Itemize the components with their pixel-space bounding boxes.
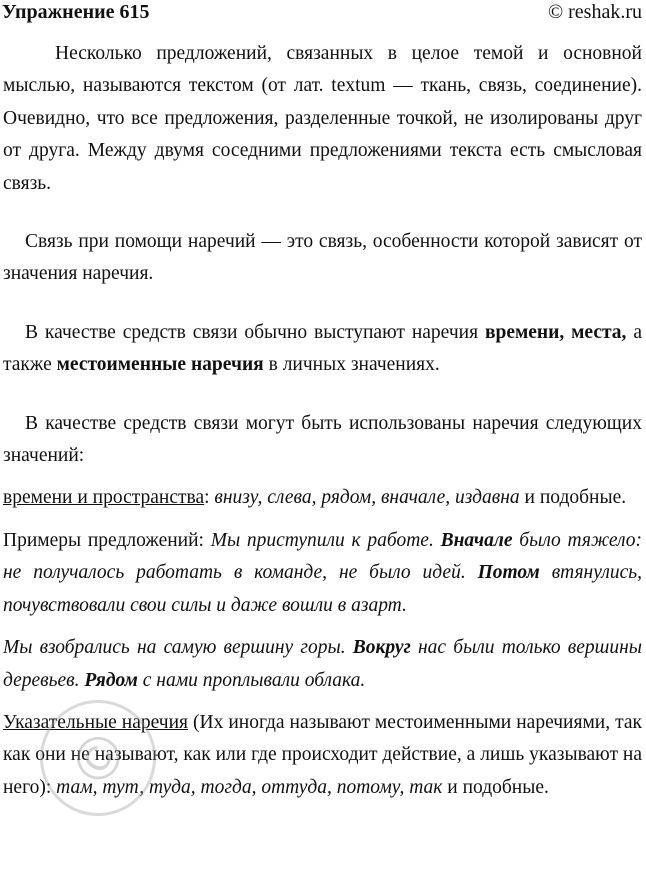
paragraph-examples-2 xyxy=(3,632,642,697)
paragraph-examples-1 xyxy=(3,525,642,622)
italic-text: с нами проплывали облака. xyxy=(137,669,366,691)
bold-italic-text: Вокруг xyxy=(352,637,411,659)
text: а также xyxy=(3,321,642,376)
exercise-text xyxy=(0,38,646,804)
underlined-term: Указательные наречия xyxy=(3,711,188,733)
bold-text: времени, места, xyxy=(484,321,627,343)
text: Примеры предложений: xyxy=(3,529,211,551)
paragraph-adverb-link: Связь при помощи наречий — это связь, особенности которой зависят от значения наречия. xyxy=(3,231,642,285)
bold-italic-text: Рядом xyxy=(84,669,138,691)
italic-examples: там, тут, туда, тогда, оттуда, потому, так xyxy=(56,776,443,798)
paragraph-demonstrative xyxy=(3,707,642,804)
bold-italic-text: Потом xyxy=(477,562,540,584)
text: : xyxy=(204,487,215,509)
italic-text: Мы взобрались на самую вершину горы. xyxy=(3,637,353,659)
text: (Их иногда называют местоименными наречиями, так как они не называют, как или где происходит действие, а лишь указывают на него): xyxy=(3,711,642,798)
italic-text: было тяжело: не получалось работать в команде, не было идей. xyxy=(3,529,642,584)
paragraph-intro: Несколько предложений, связанных в целое темой и основной мыслью, называются текстом (от лат. textum — ткань, связь, соединение). Очевидно, что все предложения, разделенные точкой, не изолированы друг от друга. Между двумя соседними предложениями текста есть смысловая связь. xyxy=(3,43,642,194)
text: и подобные. xyxy=(519,487,627,509)
source-label: © reshak.ru xyxy=(547,1,642,23)
header xyxy=(0,0,646,26)
bold-italic-text: Вначале xyxy=(440,529,513,551)
text: В качестве средств связи обычно выступают наречия xyxy=(25,321,485,343)
text: в личных значениях. xyxy=(263,354,440,376)
italic-text: нас были только вершины деревьев. xyxy=(3,637,642,691)
italic-text: Мы приступили к работе. xyxy=(210,529,441,551)
bold-text: местоименные наречия xyxy=(56,354,264,376)
underlined-term: времени и пространства xyxy=(3,487,205,509)
text: и подобные. xyxy=(442,776,549,798)
exercise-title: Упражнение 615 xyxy=(2,1,150,23)
watermark-logo: © xyxy=(19,679,177,837)
italic-examples: внизу, слева, рядом, вначале, издавна xyxy=(214,487,520,509)
paragraph-meanings: В качестве средств связи могут быть использованы наречия следующих значений: xyxy=(3,412,642,467)
paragraph-means xyxy=(3,317,642,382)
italic-text: втянулись, почувствовали свои силы и даже вошли в азарт. xyxy=(3,562,642,616)
paragraph-time-space xyxy=(3,482,642,514)
